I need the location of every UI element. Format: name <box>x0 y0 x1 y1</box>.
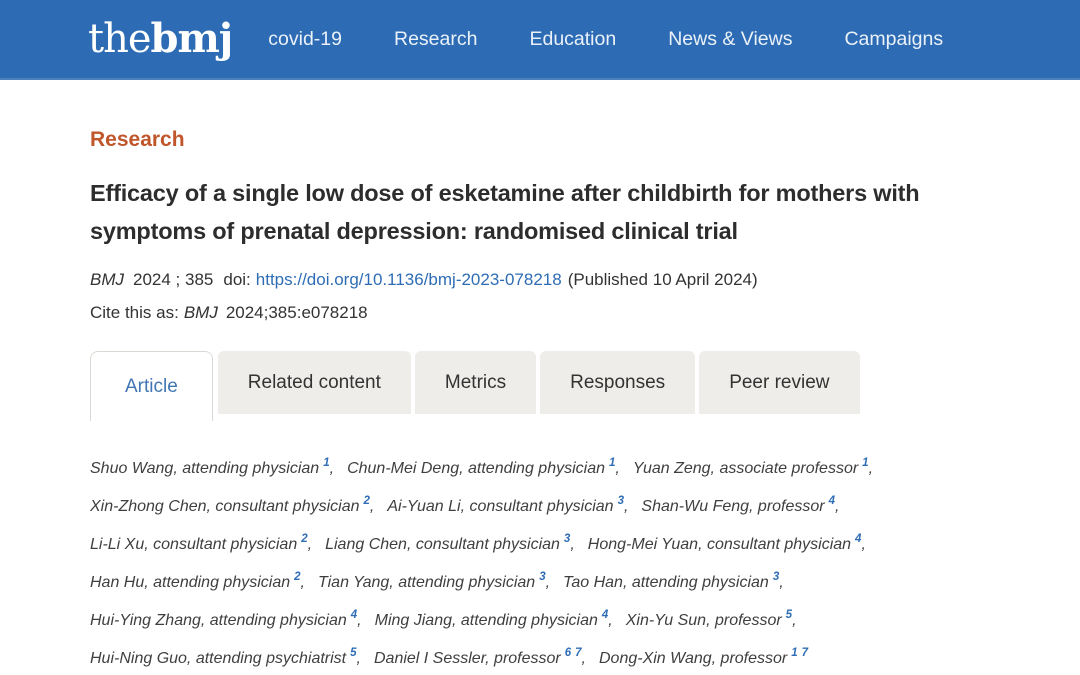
author-separator: , <box>792 612 797 629</box>
logo-prefix: the <box>88 16 151 62</box>
author-entry <box>374 609 613 629</box>
affiliation-link[interactable]: 2 <box>363 495 370 507</box>
nav-item-education[interactable]: Education <box>529 27 617 50</box>
author-entry <box>373 647 586 667</box>
author-entry <box>90 571 305 591</box>
affiliation-link[interactable]: 1 <box>609 457 616 469</box>
author-entry <box>90 609 362 629</box>
affiliation-link[interactable]: 1 <box>862 457 869 469</box>
cite-as-label: Cite this as: <box>90 303 179 322</box>
affiliation-link[interactable]: 2 <box>294 571 301 583</box>
nav-item-covid-19[interactable]: covid-19 <box>268 27 342 50</box>
bmj-logo[interactable] <box>88 15 233 62</box>
author-name-role: Yuan Zeng, associate professor <box>632 460 859 477</box>
affiliation-link[interactable]: 3 <box>617 495 624 507</box>
author-entry <box>90 647 361 667</box>
tab-responses[interactable]: Responses <box>540 351 695 414</box>
author-entry <box>563 571 784 591</box>
header-nav <box>268 28 943 51</box>
author-separator: , <box>369 498 375 515</box>
author-name-role: Dong-Xin Wang, professor <box>599 650 788 667</box>
published-date: (Published 10 April 2024) <box>567 270 758 289</box>
author-name-role: Hui-Ying Zhang, attending physician <box>90 612 347 629</box>
author-separator: , <box>615 460 620 477</box>
article-page <box>0 128 1080 675</box>
cite-as-journal: BMJ <box>183 303 218 322</box>
affiliation-link[interactable]: 3 <box>563 533 571 545</box>
author-entry <box>641 495 840 515</box>
nav-item-research[interactable]: Research <box>394 27 478 50</box>
author-separator: , <box>307 536 313 553</box>
author-name-role: Tian Yang, attending physician <box>317 574 536 591</box>
affiliation-link[interactable]: 3 <box>539 571 546 583</box>
author-entry <box>387 495 629 515</box>
affiliation-link[interactable]: 5 <box>785 609 793 621</box>
author-name-role: Han Hu, attending physician <box>90 574 291 591</box>
author-line <box>90 523 1040 561</box>
citation-line <box>90 270 1040 290</box>
author-name-role: Li-Li Xu, consultant physician <box>90 536 298 553</box>
article-tab-bar <box>90 351 1040 421</box>
doi-label: doi: <box>223 270 251 289</box>
affiliation-link[interactable]: 4 <box>350 609 358 621</box>
tab-article[interactable]: Article <box>90 351 213 421</box>
author-name-role: Xin-Zhong Chen, consultant physician <box>90 498 360 515</box>
authors-block <box>90 447 1040 675</box>
author-entry <box>90 457 335 477</box>
affiliation-link[interactable]: 4 <box>601 609 609 621</box>
affiliation-link[interactable]: 5 <box>350 647 357 659</box>
author-line <box>90 485 1040 523</box>
author-entry <box>317 571 551 591</box>
affiliation-link[interactable]: 7 <box>575 647 582 659</box>
journal-name: BMJ <box>90 270 124 289</box>
author-separator: , <box>623 498 629 515</box>
author-name-role: Liang Chen, consultant physician <box>325 536 560 553</box>
author-name-role: Chun-Mei Deng, attending physician <box>347 460 605 477</box>
affiliation-link[interactable]: 4 <box>855 533 862 545</box>
author-separator: , <box>356 650 361 667</box>
tab-peer-review[interactable]: Peer review <box>699 351 859 414</box>
author-name-role: Xin-Yu Sun, professor <box>625 612 782 629</box>
author-name-role: Tao Han, attending physician <box>563 574 769 591</box>
author-separator: , <box>300 574 305 591</box>
site-header <box>0 0 1080 80</box>
affiliation-link[interactable]: 2 <box>301 533 308 545</box>
author-name-role: Ming Jiang, attending physician <box>374 612 598 629</box>
logo-bold: bmj <box>150 15 233 62</box>
affiliation-link[interactable]: 7 <box>801 647 809 659</box>
affiliation-link[interactable]: 1 <box>323 457 330 469</box>
affiliation-link[interactable]: 4 <box>828 495 836 507</box>
author-name-role: Hui-Ning Guo, attending psychiatrist <box>90 650 347 667</box>
author-entry <box>632 457 874 477</box>
tab-metrics[interactable]: Metrics <box>415 351 536 414</box>
author-line <box>90 561 1040 599</box>
doi-link[interactable]: https://doi.org/10.1136/bmj-2023-078218 <box>255 270 562 289</box>
author-separator: , <box>581 650 586 667</box>
author-name-role: Shuo Wang, attending physician <box>90 460 320 477</box>
cite-as-line <box>90 303 1040 323</box>
author-separator: , <box>868 460 874 477</box>
author-separator: , <box>861 536 866 553</box>
affiliation-link[interactable]: 3 <box>772 571 780 583</box>
author-separator: , <box>835 498 840 515</box>
author-entry <box>90 495 375 515</box>
nav-item-news-views[interactable]: News & Views <box>668 27 793 50</box>
affiliation-link[interactable]: 1 <box>791 647 798 659</box>
author-separator: , <box>570 536 575 553</box>
author-entry <box>625 609 797 629</box>
author-separator: , <box>329 460 335 477</box>
affiliation-link[interactable]: 6 <box>564 647 572 659</box>
author-line <box>90 447 1040 485</box>
author-line <box>90 599 1040 637</box>
author-separator: , <box>608 612 613 629</box>
author-name-role: Daniel I Sessler, professor <box>373 650 561 667</box>
cite-as-reference: 2024;385:e078218 <box>225 303 368 322</box>
citation-volume: 2024 ; 385 <box>133 270 214 289</box>
author-entry <box>90 533 313 553</box>
author-name-role: Ai-Yuan Li, consultant physician <box>387 498 614 515</box>
author-separator: , <box>779 574 784 591</box>
section-label-research: Research <box>90 128 185 151</box>
author-name-role: Shan-Wu Feng, professor <box>641 498 825 515</box>
author-entry <box>599 647 809 667</box>
author-name-role: Hong-Mei Yuan, consultant physician <box>587 536 852 553</box>
author-separator: , <box>545 574 551 591</box>
author-entry <box>347 457 620 477</box>
article-title: Efficacy of a single low dose of esketamine after childbirth for mothers with symptoms of prenatal depression: randomised clinical trial <box>90 180 920 244</box>
author-entry <box>325 533 575 553</box>
author-entry <box>587 533 866 553</box>
tab-related-content[interactable]: Related content <box>218 351 411 414</box>
author-separator: , <box>357 612 362 629</box>
author-line <box>90 637 1040 675</box>
nav-item-campaigns[interactable]: Campaigns <box>844 27 944 50</box>
